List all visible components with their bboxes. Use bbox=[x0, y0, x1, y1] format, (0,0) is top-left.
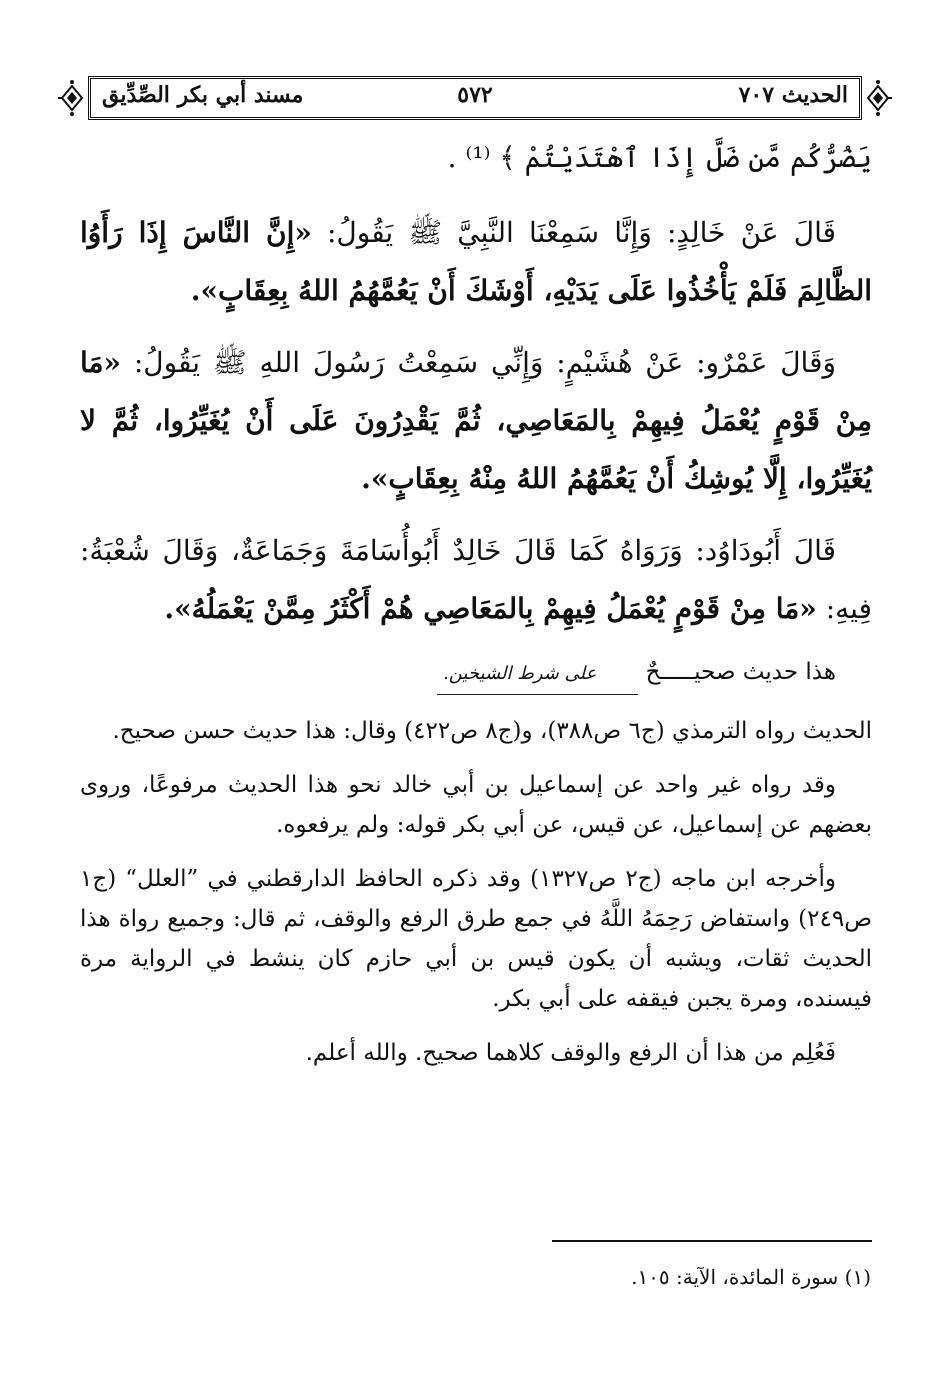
hadith-quote: «مَا مِنْ قَوْمٍ يُعْمَلُ فِيهِمْ بِالمَعَاصِي هُمْ أَكْثَرُ مِمَّنْ يَعْمَلُهُ». bbox=[164, 592, 817, 625]
paragraph-ibn-majah: وأخرجه ابن ماجه (ج٢ ص١٣٢٧) وقد ذكره الحافظ الدارقطني في ”العلل“ (ج١ ص٢٤٩) واستفاض رَحِمَهُ اللَّهُ في جمع طرق الرفع والوقف، ثم قال: وجميع رواة هذا الحديث ثقات، ويشبه أن يكون قيس بن أبي حازم كان ينشط في الرواية مرة فيسنده، ومرة يجبن فيقفه على أبي بكر. bbox=[80, 866, 872, 1012]
ornament-right-icon bbox=[866, 78, 892, 118]
paragraph-khalid bbox=[80, 204, 872, 320]
paragraph-conclusion: فَعُلِم من هذا أن الرفع والوقف كلاهما صحيح. والله أعلم. bbox=[305, 1040, 836, 1066]
footnote-rule bbox=[552, 1240, 872, 1242]
paragraph-intro: قَالَ أَبُودَاوُد: وَرَوَاهُ كَمَا قَالَ خَالِدٌ أَبُوأُسَامَةَ وَجَمَاعَةٌ، وَقَالَ شُعْبَةُ: فِيهِ: bbox=[80, 534, 872, 625]
paragraph-amr bbox=[80, 334, 872, 508]
main-text bbox=[80, 130, 872, 1087]
footnote: (١) سورة المائدة، الآية: ١٠٥. bbox=[631, 1265, 871, 1289]
authenticity-text: هذا حديث صحيـــــحٌ bbox=[645, 659, 836, 685]
paragraph-narrators: وقد رواه غير واحد عن إسماعيل بن أبي خالد نحو هذا الحديث مرفوعًا، وروى بعضهم عن إسماعيل، عن قيس، عن أبي بكر قوله: ولم يرفعوه. bbox=[80, 772, 872, 838]
authenticity-note bbox=[80, 652, 872, 695]
hadith-quote: «إِنَّ النَّاسَ إِذَا رَأَوُا الظَّالِمَ فَلَمْ يَأْخُذُوا عَلَى يَدَيْهِ، أَوْشَكَ أَنْ يَعُمَّهُمُ اللهُ بِعِقَابٍ». bbox=[80, 216, 872, 307]
paragraph-tirmidhi: الحديث رواه الترمذي (ج٦ ص٣٨٨)، و(ج٨ ص٤٢٢) وقال: هذا حديث حسن صحيح. bbox=[112, 718, 872, 744]
page-number: ٥٧٢ bbox=[457, 82, 493, 108]
paragraph-intro: قَالَ عَنْ خَالِدٍ: وَإِنَّا سَمِعْنَا النَّبِيَّ ﷺ يَقُولُ: bbox=[311, 216, 837, 249]
header-book-title: مسند أبي بكر الصِّدِّيق bbox=[102, 82, 304, 108]
paragraph-abu-dawud bbox=[80, 522, 872, 638]
handwritten-annotation: على شرط الشيخين. bbox=[437, 654, 638, 695]
paragraph-intro: وَقَالَ عَمْرٌو: عَنْ هُشَيْمٍ: وَإِنِّي سَمِعْتُ رَسُولَ اللهِ ﷺ يَقُولُ: bbox=[121, 346, 836, 379]
running-header bbox=[58, 72, 892, 124]
quran-verse: يَضُرُّكُم مَّن ضَلَّ إِذَا ٱهْتَدَيْتُمْ ﴾ ⁽¹⁾ . bbox=[447, 141, 872, 174]
hadith-quote: «مَا مِنْ قَوْمٍ يُعْمَلُ فِيهِمْ بِالمَعَاصِي، ثُمَّ يَقْدِرُونَ عَلَى أَنْ يُغَيِّرُوا، ثُمَّ لا يُغَيِّرُوا، إِلَّا يُوشِكُ أَنْ يَعُمَّهُمُ اللهُ مِنْهُ بِعِقَابٍ». bbox=[80, 346, 872, 495]
header-hadith-number: الحديث ٧٠٧ bbox=[738, 82, 848, 108]
